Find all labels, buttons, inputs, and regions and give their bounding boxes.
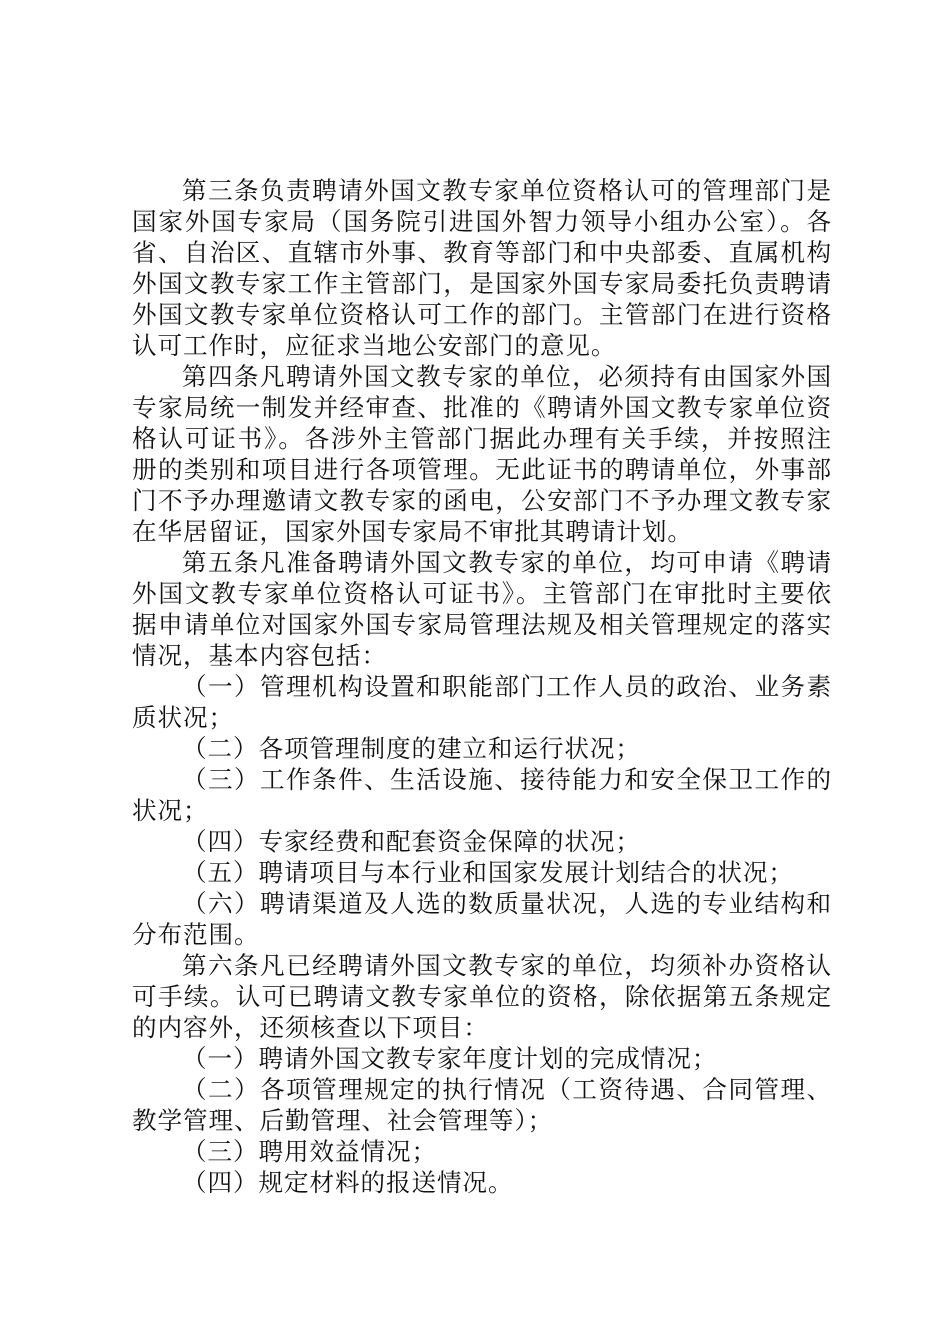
article-6-paragraph: 第六条凡已经聘请外国文教专家的单位，均须补办资格认可手续。认可已聘请文教专家单位的资格，除依据第五条规定的内容外，还须核查以下项目： — [132, 951, 832, 1042]
article-6-item-3: （三）聘用效益情况； — [182, 1137, 437, 1166]
document-body — [132, 175, 832, 1198]
article-5-item-4: （四）专家经费和配套资金保障的状况； — [182, 827, 641, 856]
article-6-item-4: （四）规定材料的报送情况。 — [182, 1168, 514, 1197]
article-5-item-1: （一）管理机构设置和职能部门工作人员的政治、业务素质状况； — [132, 672, 832, 732]
article-5-item-6: （六）聘请渠道及人选的数质量状况，人选的专业结构和分布范围。 — [132, 889, 832, 949]
article-5-paragraph: 第五条凡准备聘请外国文教专家的单位，均可申请《聘请外国文教专家单位资格认可证书》。主管部门在审批时主要依据申请单位对国家外国专家局管理法规及相关管理规定的落实情况，基本内容包括： — [132, 548, 832, 670]
article-3-paragraph: 第三条负责聘请外国文教专家单位资格认可的管理部门是国家外国专家局（国务院引进国外智力领导小组办公室）。各省、自治区、直辖市外事、教育等部门和中央部委、直属机构外国文教专家工作主管部门，是国家外国专家局委托负责聘请外国文教专家单位资格认可工作的部门。主管部门在进行资格认可工作时，应征求当地公安部门的意见。 — [132, 176, 832, 360]
article-6-item-1: （一）聘请外国文教专家年度计划的完成情况； — [182, 1044, 718, 1073]
article-6-item-2: （二）各项管理规定的执行情况（工资待遇、合同管理、教学管理、后勤管理、社会管理等）； — [132, 1075, 832, 1135]
article-5-item-5: （五）聘请项目与本行业和国家发展计划结合的状况； — [182, 858, 794, 887]
article-5-item-3: （三）工作条件、生活设施、接待能力和安全保卫工作的状况； — [132, 765, 832, 825]
article-5-item-2: （二）各项管理制度的建立和运行状况； — [182, 734, 641, 763]
article-4-paragraph: 第四条凡聘请外国文教专家的单位，必须持有由国家外国专家局统一制发并经审查、批准的《聘请外国文教专家单位资格认可证书》。各涉外主管部门据此办理有关手续，并按照注册的类别和项目进行各项管理。无此证书的聘请单位，外事部门不予办理邀请文教专家的函电，公安部门不予办理文教专家在华居留证，国家外国专家局不审批其聘请计划。 — [132, 362, 832, 546]
